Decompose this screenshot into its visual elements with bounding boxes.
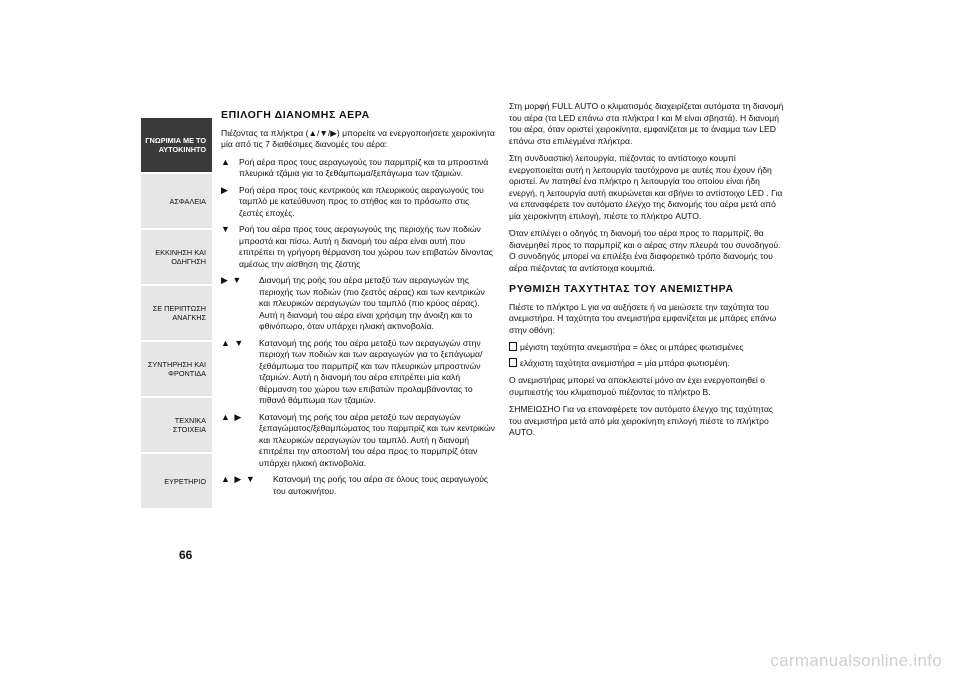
sidebar-item-label: ΕΚΚΙΝΗΣΗ ΚΑΙ ΟΔΗΓΗΣΗ <box>155 248 206 266</box>
paragraph: Ο ανεμιστήρας μπορεί να αποκλειστεί μόνο αν έχει ενεργοποιηθεί ο συμπιεστής του κλιματισμού πιέζοντας το πλήκτρο B. <box>509 375 765 397</box>
sidebar-item-label: ΣΥΝΤΗΡΗΣΗ ΚΑΙ ΦΡΟΝΤΙΔΑ <box>147 360 206 378</box>
sidebar-item-getting-to-know[interactable] <box>141 118 212 174</box>
list-item-text: Κατανομή της ροής του αέρα μεταξύ των αεραγωγών στην περιοχή των ποδιών και των αεραγωγών για το ξεπάγωμα/ξεθάμπωμα του παρμπρίζ και των πλευρικών μπροστινών τζαμιών. Αυτή η διανομή του αέρα επιτρέπει μία καλή θέρμανση του χώρου των επιβατών προλαμβάνοντας το πιθανό θάμπωμα των τζαμιών. <box>259 337 483 405</box>
sidebar-item-emergency[interactable] <box>141 286 212 342</box>
intro-paragraph: Πιέζοντας τα πλήκτρα (▲/▼/▶) μπορείτε να ενεργοποιήσετε χειροκίνητα μία από τις 7 διαθέσιμες διανομές του αέρα: <box>221 127 495 149</box>
arrow-all-directions-icon: ▲ ▶ ▼ <box>221 474 256 484</box>
arrow-up-right-icon: ▲ ▶ <box>221 411 243 422</box>
bullet-text: μέγιστη ταχύτητα ανεμιστήρα = όλες οι μπάρες φωτισμένες <box>520 342 744 352</box>
arrow-down-icon: ▼ <box>221 224 231 234</box>
sidebar-item-safety[interactable] <box>141 174 212 230</box>
paragraph: Στη μορφή FULL AUTO ο κλιματισμός διαχειρίζεται αυτόματα τη διανομή του αέρα (τα LED επάνω στα πλήκτρα I και M είναι σβηστά). Η διανομή του αέρα, όταν οριστεί χειροκίνητα, εμφανίζεται με το άναμμα των LED επάνω στα επιλεγμένα πλήκτρα. <box>509 101 784 146</box>
arrow-up-icon: ▲ <box>221 156 231 167</box>
sidebar-item-maintenance[interactable] <box>141 342 212 398</box>
list-item <box>221 338 495 407</box>
list-item-text: Κατανομή της ροής του αέρα μεταξύ των αεραγωγών ξεπαγώματος/ξεθαμπώματος του παρμπρίζ και των κεντρικών και πλευρικών αεραγωγών του ταμπλό. Αυτή η διανομή επιτρέπει την αποστολή του αέρα προς το παρμπρίζ όταν υπάρχει ηλιακή ακτινοβολία. <box>259 411 495 468</box>
arrow-right-icon: ▶ <box>221 184 229 195</box>
list-item <box>221 185 495 220</box>
arrow-right-down-icon: ▶ ▼ <box>221 275 243 285</box>
list-item-text: Ροή αέρα προς τους κεντρικούς και πλευρικούς αεραγωγούς του ταμπλό με κατεύθυνση προς το στήθος και το πρόσωπο στις ζεστές εποχές. <box>239 184 484 218</box>
page-number: 66 <box>179 548 193 562</box>
arrow-up-down-icon: ▲ ▼ <box>221 337 245 348</box>
note-paragraph: ΣΗΜΕΙΩΣΗΟ Για να επαναφέρετε τον αυτόματο έλεγχο της ταχύτητας του ανεμιστήρα μετά από μία χειροκίνητη επιλογή πιέστε το πλήκτρο AUTO. <box>509 404 774 437</box>
paragraph: Όταν επιλέγει ο οδηγός τη διανομή του αέρα προς το παρμπρίζ, θα διανεμηθεί προς το παρμπρίζ και ο αέρας στην πλευρά του συνοδηγού. Ο συνοδηγός μπορεί να επιλέξει ένα διαφορετικό τρόπο διανομής του αέρα πιέζοντας τα αντίστοιχα κουμπιά. <box>509 228 781 273</box>
right-column <box>509 101 784 445</box>
list-item-text: Κατανομή της ροής του αέρα σε όλους τους αεραγωγούς του αυτοκινήτου. <box>273 474 489 496</box>
sidebar-item-label: ΤΕΧΝΙΚΑ ΣΤΟΙΧΕΙΑ <box>172 416 206 434</box>
bullet-text: ελάχιστη ταχύτητα ανεμιστήρα = μία μπάρα φωτισμένη. <box>520 357 730 368</box>
watermark: carmanualsonline.info <box>770 651 942 670</box>
sidebar-item-label: ΑΣΦΑΛΕΙΑ <box>169 196 206 206</box>
sidebar-item-label: ΣΕ ΠΕΡΙΠΤΩΣΗ ΑΝΑΓΚΗΣ <box>152 304 206 322</box>
checkbox-icon <box>509 342 517 351</box>
sidebar-item-starting-driving[interactable] <box>141 230 212 286</box>
list-item-text: Διανομή της ροής του αέρα μεταξύ των αεραγωγών της περιοχής των ποδιών (πιο ζεστός αέρας) και των κεντρικών και πλευρικών αεραγωγών του ταμπλό (πιο κρύος αέρας). Αυτή η διανομή του αέρα είναι χρήσιμη την άνοιξη και το φθινόπωρο, όταν υπάρχει ηλιακή ακτινοβολία. <box>259 275 485 331</box>
list-item <box>221 275 495 333</box>
sidebar-item-label: ΕΥΡΕΤΗΡΙΟ <box>164 476 206 486</box>
bullet-item <box>509 358 784 370</box>
list-item <box>221 224 495 270</box>
chapter-sidebar <box>141 118 212 510</box>
bullet-item <box>509 342 784 354</box>
list-item <box>221 157 495 180</box>
sidebar-item-technical-data[interactable] <box>141 398 212 454</box>
section-title: ΡΥΘΜΙΣΗ ΤΑΧΥΤΗΤΑΣ ΤΟΥ ΑΝΕΜΙΣΤΗΡΑ <box>509 283 734 295</box>
list-item <box>221 412 495 470</box>
left-column <box>221 110 495 502</box>
section-title: ΕΠΙΛΟΓΗ ΔΙΑΝΟΜΗΣ ΑΕΡΑ <box>221 109 370 121</box>
sidebar-item-index[interactable] <box>141 454 212 510</box>
sidebar-item-label: ΓΝΩΡΙΜΙΑ ΜΕ ΤΟ ΑΥΤΟΚΙΝΗΤΟ <box>145 136 206 154</box>
list-item-text: Ροή αέρα προς τους αεραγωγούς του παρμπρίζ και τα μπροστινά πλευρικά τζάμια για το ξεθάμπωμα/ξεπάγωμα των τζαμιών. <box>239 156 489 178</box>
checkbox-icon <box>509 358 517 367</box>
list-item-text: Ροή του αέρα προς τους αεραγωγούς της περιοχής των ποδιών μπροστά και πίσω. Αυτή η διανομή του αέρα είναι αυτή που επιτρέπει τη γρήγορη θέρμανση του χώρου των επιβατών δίνοντας αμέσως την αίσθηση της ζέστης <box>239 224 493 269</box>
paragraph: Στη συνδυαστική λειτουργία, πιέζοντας το αντίστοιχο κουμπί ενεργοποιείται αυτή η λειτουργία ταυτόχρονα με αυτές που έχουν ήδη οριστεί. Αν πατηθεί ένα πλήκτρο η λειτουργία του οποίου είναι ήδη ενεργή, η λειτουργία αυτή ακυρώνεται και σβήνει το αντίστοιχο LED . Για να επαναφέρετε τον αυτόματο έλεγχο της διανομής του αέρα μετά από μία χειροκίνητη επιλογή, πιέστε το πλήκτρο AUTO. <box>509 153 783 221</box>
paragraph: Πιέστε το πλήκτρο L για να αυξήσετε ή να μειώσετε την ταχύτητα του ανεμιστήρα. Η ταχύτητα του ανεμιστήρα εμφανίζεται με μπάρες επάνω στην οθόνη: <box>509 301 777 335</box>
list-item <box>221 474 495 497</box>
